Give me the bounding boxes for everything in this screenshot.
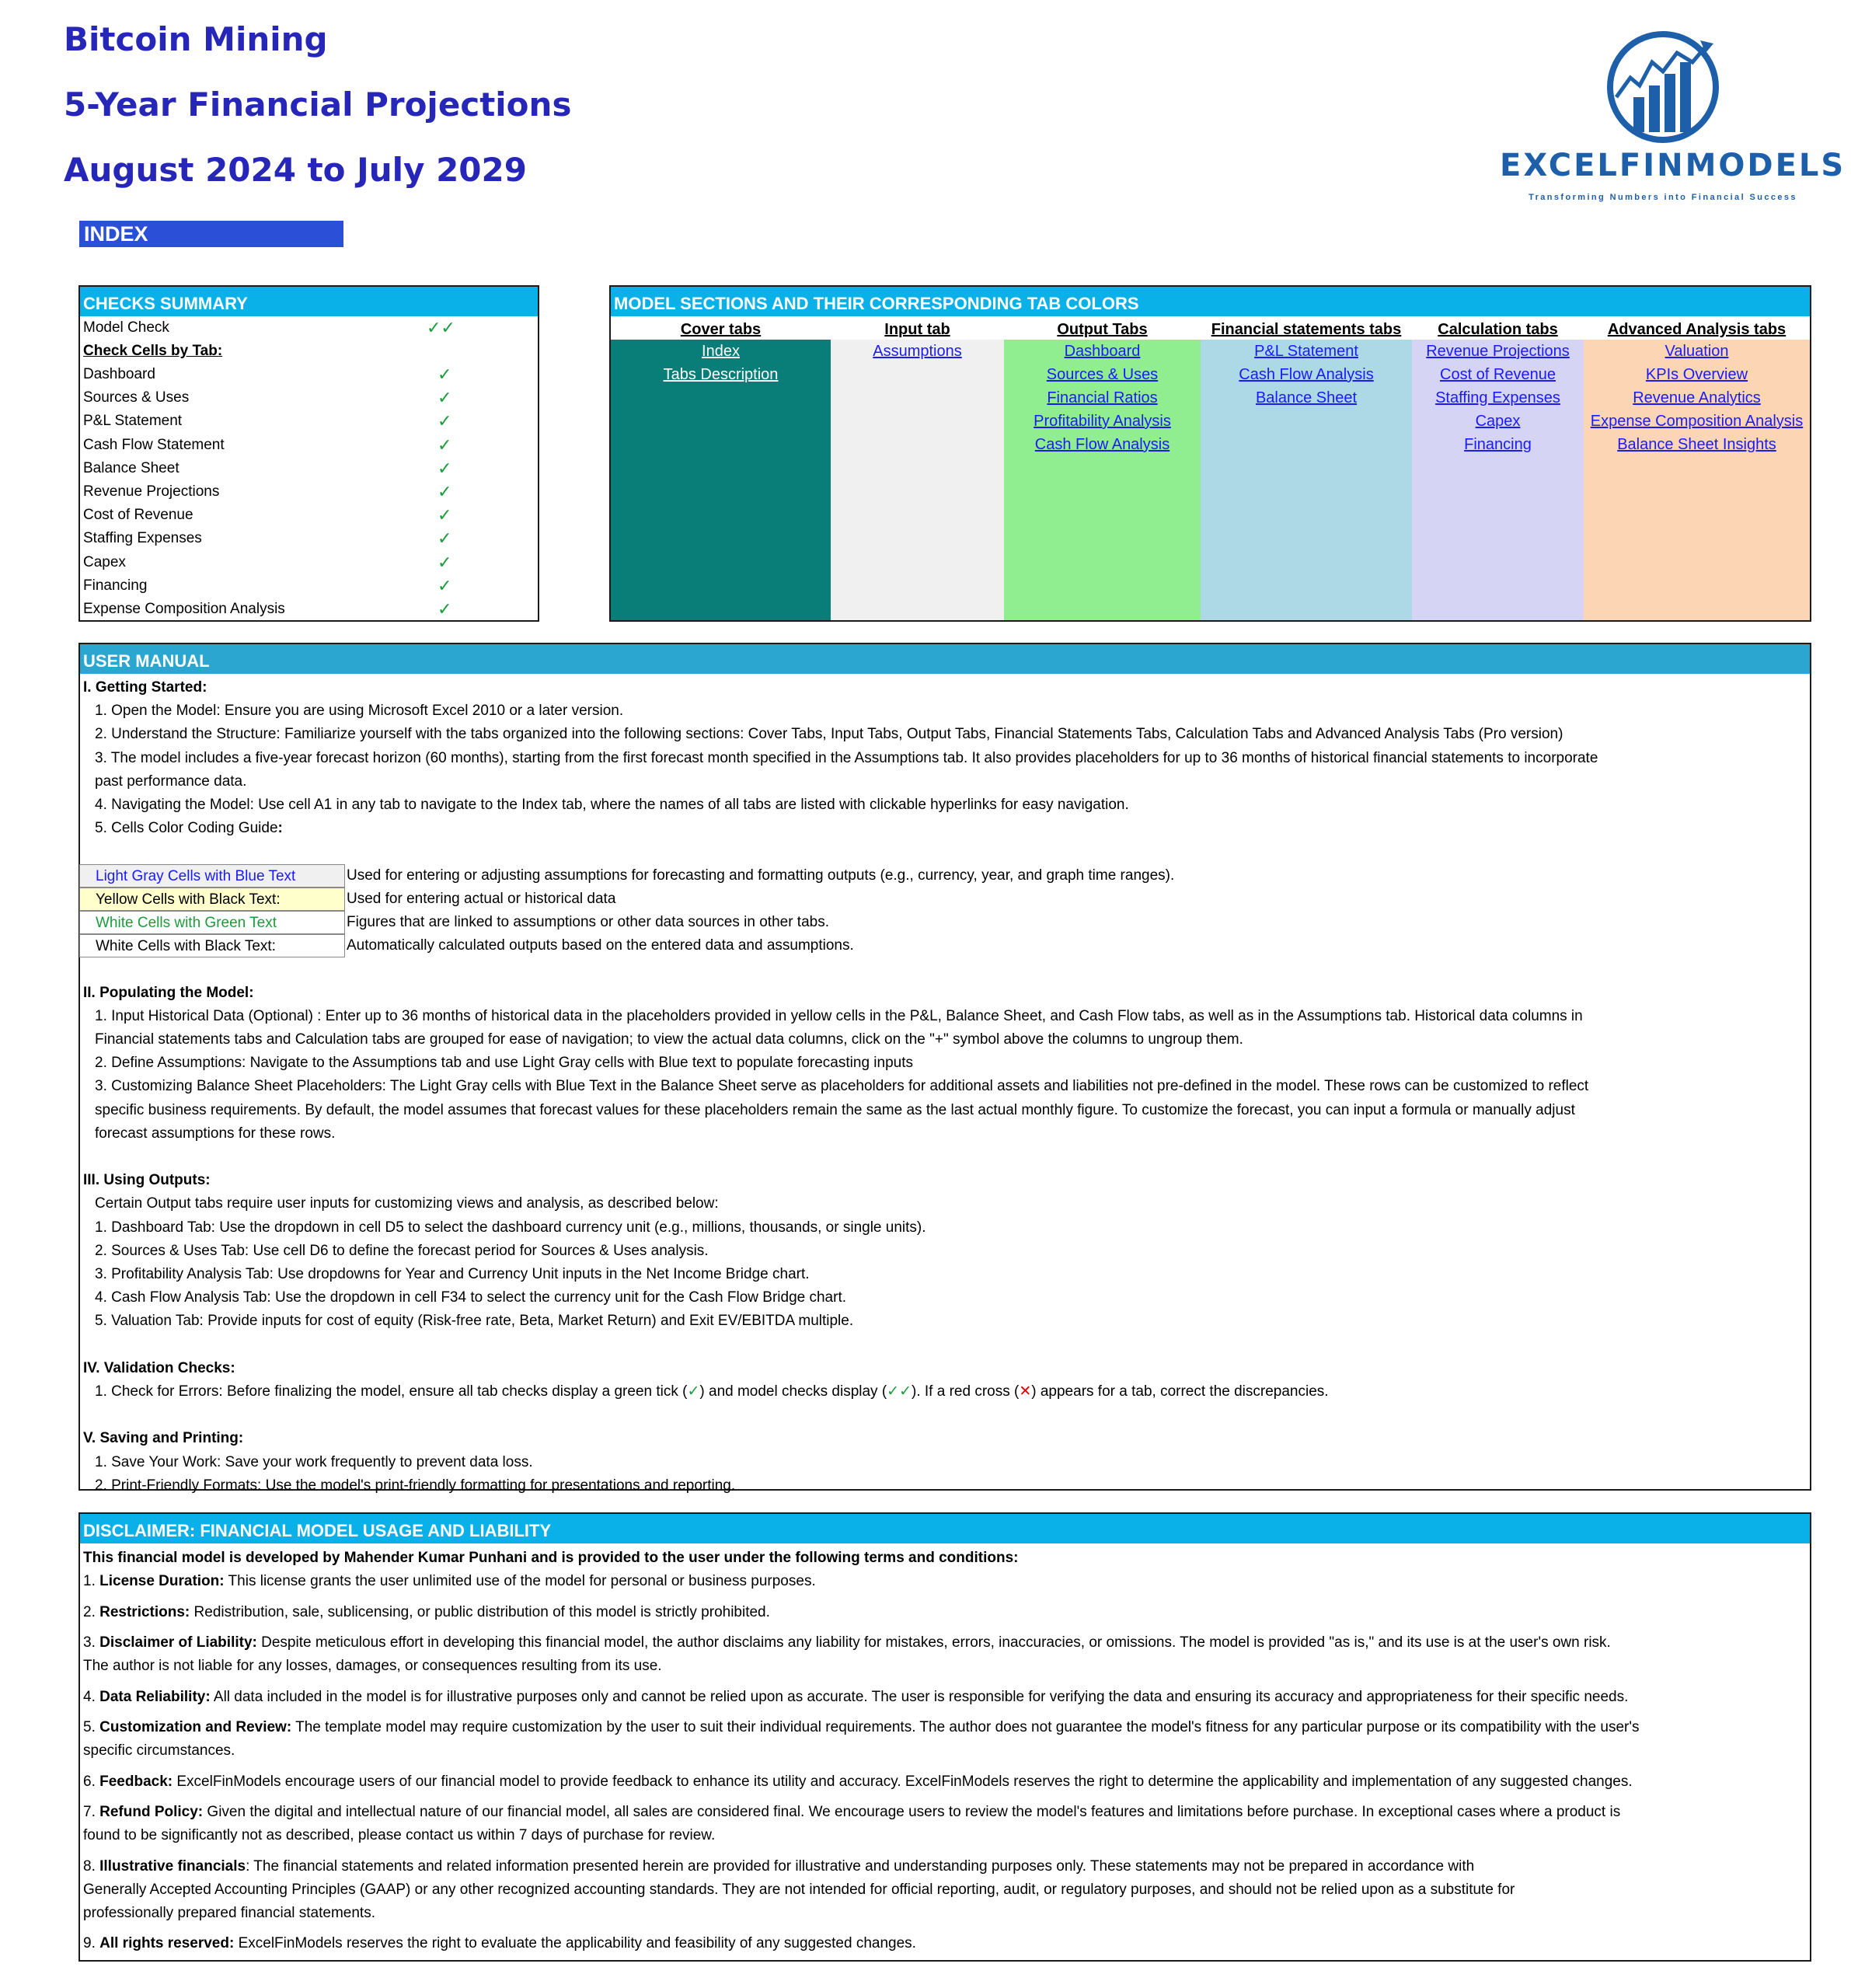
disclaimer-line xyxy=(83,1770,1633,1794)
model-title: Bitcoin Mining xyxy=(64,20,328,58)
disclaimer-text: ExcelFinModels encourage users of our financial model to provide feedback to enhance its utility and accuracy. ExcelFinModels reserves the right to determine the applicability and implementation of any suggested changes. xyxy=(173,1773,1633,1790)
disclaimer-text: : The financial statements and related information presented herein are provided for illustrative and understanding purposes only. These statements may not be prepared in accordance with xyxy=(246,1857,1475,1875)
color-legend-desc: Automatically calculated outputs based on the entered data and assumptions. xyxy=(347,937,854,954)
disclaimer-intro: This financial model is developed by Mahender Kumar Punhani and is provided to the user under the following terms and conditions: xyxy=(83,1550,1019,1566)
color-legend-cell: White Cells with Green Text xyxy=(79,911,345,934)
disclaimer-key: All rights reserved: xyxy=(99,1935,235,1951)
disclaimer-key: Disclaimer of Liability: xyxy=(99,1634,257,1651)
logo-name: EXCELFINMODELS xyxy=(1500,148,1846,183)
disclaimer-line xyxy=(83,1631,1611,1655)
manual-text: : xyxy=(277,820,283,837)
section-column-links xyxy=(1412,340,1584,620)
disclaimer-key: License Duration: xyxy=(99,1573,225,1589)
disclaimer-number: 2. xyxy=(83,1603,100,1620)
check-row-label: Revenue Projections xyxy=(83,483,220,500)
tab-link[interactable]: Balance Sheet xyxy=(1255,389,1358,406)
section-heading: I. Getting Started: xyxy=(83,679,207,696)
check-tick-icon: ✓ xyxy=(437,388,452,408)
manual-line: 3. The model includes a five-year forecast horizon (60 months), starting from the first forecast month specified in the Assumptions tab. It also provides placeholders for up to 36 months of historical financial statements to incorporate xyxy=(95,749,1598,766)
manual-line xyxy=(95,1380,1329,1404)
section-column-links xyxy=(1201,340,1412,620)
check-tick-icon: ✓ xyxy=(437,482,452,501)
disclaimer-text: professionally prepared financial statements. xyxy=(83,1904,375,1921)
manual-text: 1. Check for Errors: Before finalizing the model, ensure all tab checks display a green tick ( xyxy=(95,1383,688,1400)
color-legend-desc: Used for entering actual or historical data xyxy=(347,890,616,907)
section-column-links xyxy=(611,340,831,620)
manual-line xyxy=(95,817,283,840)
disclaimer-number: 4. xyxy=(83,1688,100,1705)
manual-line: 3. Customizing Balance Sheet Placeholders: The Light Gray cells with Blue Text in the Balance Sheet serve as placeholders for additional assets and liabilities not pre-defined in the model. These rows can be customized to reflect xyxy=(95,1078,1589,1095)
disclaimer-line xyxy=(83,1801,1620,1824)
disclaimer-text: found to be significantly not as described, please contact us within 7 days of purchase for review. xyxy=(83,1827,716,1843)
manual-line: specific business requirements. By default, the model assumes that forecast values for these placeholders remain the same as the last actual monthly figure. To customize the forecast, you can input a formula or manually adjust xyxy=(95,1101,1575,1118)
disclaimer-line xyxy=(83,1716,1639,1739)
manual-line: 1. Input Historical Data (Optional) : Enter up to 36 months of historical data in the placeholders provided in yellow cells in the P&L, Balance Sheet, and Cash Flow tabs, as well as in the Assumptions tab. Historical data columns in xyxy=(95,1007,1583,1024)
disclaimer-text: ExcelFinModels reserves the right to evaluate the applicability and feasibility of any suggested changes. xyxy=(234,1935,916,1951)
tab-link[interactable]: Financial Ratios xyxy=(1047,389,1158,406)
disclaimer-key: Feedback: xyxy=(99,1773,173,1790)
section-column-header: Cover tabs xyxy=(611,316,831,340)
disclaimer-line xyxy=(83,1739,235,1763)
check-tick-icon: ✓ xyxy=(437,364,452,384)
color-legend-desc: Used for entering or adjusting assumptions for forecasting and formatting outputs (e.g., currency, year, and graph time ranges). xyxy=(347,867,1175,884)
tab-link[interactable]: Revenue Projections xyxy=(1426,343,1570,360)
disclaimer-text: This license grants the user unlimited use of the model for personal or business purposes. xyxy=(224,1573,816,1589)
color-legend-cell: Light Gray Cells with Blue Text xyxy=(79,864,345,888)
section-column-header: Output Tabs xyxy=(1004,316,1201,340)
model-check-icon: ✓✓ xyxy=(427,318,455,337)
tab-link[interactable]: KPIs Overview xyxy=(1645,366,1748,383)
section-heading: V. Saving and Printing: xyxy=(83,1430,244,1447)
double-tick-icon: ✓✓ xyxy=(887,1383,912,1400)
manual-line: 1. Open the Model: Ensure you are using Microsoft Excel 2010 or a later version. xyxy=(95,703,624,720)
section-column-header: Input tab xyxy=(831,316,1004,340)
disclaimer-key: Restrictions: xyxy=(99,1603,190,1620)
check-tick-icon: ✓ xyxy=(437,505,452,525)
model-sections-panel xyxy=(609,285,1811,622)
manual-text: 5. Cells Color Coding Guide xyxy=(95,820,278,837)
manual-line: 1. Save Your Work: Save your work frequently to prevent data loss. xyxy=(95,1453,533,1470)
logo-chart-icon xyxy=(1500,23,1826,148)
disclaimer-number: 3. xyxy=(83,1634,100,1651)
section-column xyxy=(1412,316,1584,620)
manual-line: past performance data. xyxy=(95,773,247,790)
tab-link[interactable]: Cash Flow Analysis xyxy=(1034,436,1170,453)
disclaimer-text: All data included in the model is for illustrative purposes only and cannot be relied upon as accurate. The user is responsible for verifying the data and ensuring its accuracy and appropriateness for their specific needs. xyxy=(210,1688,1629,1705)
check-tick-icon: ✓ xyxy=(437,528,452,549)
model-sections-title: MODEL SECTIONS AND THEIR CORRESPONDING TAB COLORS xyxy=(611,287,1810,316)
tab-link[interactable]: Tabs Description xyxy=(663,366,779,383)
tab-link[interactable]: Valuation xyxy=(1665,343,1729,360)
tab-link[interactable]: Expense Composition Analysis xyxy=(1590,413,1804,430)
logo-tagline: Transforming Numbers into Financial Success xyxy=(1529,193,1797,202)
disclaimer-text: The author is not liable for any losses, damages, or consequences resulting from its use. xyxy=(83,1658,662,1674)
section-column-header: Financial statements tabs xyxy=(1201,316,1412,340)
section-column xyxy=(1584,316,1810,620)
tab-link[interactable]: Cash Flow Analysis xyxy=(1239,366,1374,383)
excelfinmodels-logo xyxy=(1500,23,1846,214)
check-row-label: Sources & Uses xyxy=(83,389,190,406)
disclaimer-text: Despite meticulous effort in developing this financial model, the author disclaims any liability for mistakes, errors, inaccuracies, or omissions. The model is provided "as is," and its use is at the user's own risk. xyxy=(256,1634,1611,1651)
manual-line: 3. Profitability Analysis Tab: Use dropdowns for Year and Currency Unit inputs in the Net Income Bridge chart. xyxy=(95,1266,810,1282)
disclaimer-text: Redistribution, sale, sublicensing, or public distribution of this model is strictly prohibited. xyxy=(190,1603,770,1620)
red-cross-icon: ✕ xyxy=(1019,1383,1032,1400)
manual-line: 5. Valuation Tab: Provide inputs for cost of equity (Risk-free rate, Beta, Market Return) and Exit EV/EBITDA multiple. xyxy=(95,1313,854,1330)
disclaimer-number: 1. xyxy=(83,1573,100,1589)
section-heading: II. Populating the Model: xyxy=(83,984,254,1001)
disclaimer-number: 9. xyxy=(83,1935,100,1951)
manual-text: ) and model checks display ( xyxy=(699,1383,887,1400)
tab-link[interactable]: Profitability Analysis xyxy=(1034,413,1171,430)
check-tick-icon: ✓ xyxy=(437,552,452,572)
check-row-label: Balance Sheet xyxy=(83,459,180,476)
tab-link[interactable]: Dashboard xyxy=(1064,343,1141,360)
check-row-label: Cost of Revenue xyxy=(83,507,193,524)
section-column xyxy=(611,316,831,620)
tab-link[interactable]: P&L Statement xyxy=(1254,343,1358,360)
disclaimer-number: 6. xyxy=(83,1773,100,1790)
manual-line: 2. Define Assumptions: Navigate to the Assumptions tab and use Light Gray cells with Blue text to populate forecasting inputs xyxy=(95,1055,913,1072)
disclaimer-text: Generally Accepted Accounting Principles (GAAP) or any other recognized accounting standards. They are not intended for official reporting, audit, or regulatory purposes, and should not be relied upon as a substitute for xyxy=(83,1881,1515,1898)
tab-link[interactable]: Staffing Expenses xyxy=(1435,389,1560,406)
tab-link[interactable]: Balance Sheet Insights xyxy=(1617,436,1776,453)
disclaimer-key: Customization and Review: xyxy=(99,1719,292,1735)
disclaimer-line xyxy=(83,1878,1515,1902)
check-tick-icon: ✓ xyxy=(437,458,452,478)
check-tick-icon: ✓ xyxy=(437,411,452,431)
tab-link[interactable]: Sources & Uses xyxy=(1046,366,1159,383)
disclaimer-line xyxy=(83,1902,375,1925)
tab-link[interactable]: Cost of Revenue xyxy=(1440,366,1556,383)
check-row-label: Dashboard xyxy=(83,366,155,382)
section-column-header: Advanced Analysis tabs xyxy=(1584,316,1810,340)
disclaimer-key: Illustrative financials xyxy=(99,1857,246,1875)
model-check-label: Model Check xyxy=(83,319,169,336)
model-subtitle: 5-Year Financial Projections xyxy=(64,85,572,124)
disclaimer-line xyxy=(83,1686,1628,1709)
section-column-links xyxy=(831,340,1004,620)
section-column-links xyxy=(1584,340,1810,620)
check-tick-icon: ✓ xyxy=(437,599,452,619)
disclaimer-line xyxy=(83,1655,662,1678)
green-tick-icon: ✓ xyxy=(687,1383,700,1400)
check-row-label: Staffing Expenses xyxy=(83,530,202,547)
disclaimer-line xyxy=(83,1824,715,1847)
disclaimer-line xyxy=(83,1932,916,1955)
checks-summary-title: CHECKS SUMMARY xyxy=(80,287,538,316)
model-period: August 2024 to July 2029 xyxy=(64,151,527,189)
check-tick-icon: ✓ xyxy=(437,575,452,595)
manual-line: 4. Cash Flow Analysis Tab: Use the dropdown in cell F34 to select the currency unit for the Cash Flow Bridge chart. xyxy=(95,1289,847,1306)
color-legend-desc: Figures that are linked to assumptions or other data sources in other tabs. xyxy=(347,914,829,930)
check-by-tab-label: Check Cells by Tab: xyxy=(83,343,223,359)
section-heading: III. Using Outputs: xyxy=(83,1172,211,1189)
disclaimer-text: Given the digital and intellectual nature of our financial model, all sales are considered final. We encourage users to review the model's features and limitations before purchase. In exceptional cases where a product is xyxy=(203,1804,1621,1820)
manual-line: Certain Output tabs require user inputs for customizing views and analysis, as described below: xyxy=(95,1195,719,1212)
disclaimer-title: DISCLAIMER: FINANCIAL MODEL USAGE AND LIABILITY xyxy=(80,1514,1810,1543)
check-tick-icon: ✓ xyxy=(437,434,452,455)
section-column-header: Calculation tabs xyxy=(1412,316,1584,340)
disclaimer-number: 8. xyxy=(83,1857,100,1875)
section-column xyxy=(1004,316,1201,620)
section-column xyxy=(1201,316,1412,620)
manual-line: 2. Understand the Structure: Familiarize yourself with the tabs organized into the following sections: Cover Tabs, Input Tabs, Output Tabs, Financial Statements Tabs, Calculation Tabs and Advanced Analysis Tabs (Pro version) xyxy=(95,726,1563,743)
manual-line: 4. Navigating the Model: Use cell A1 in any tab to navigate to the Index tab, where the names of all tabs are listed with clickable hyperlinks for easy navigation. xyxy=(95,797,1129,813)
tab-link[interactable]: Index xyxy=(702,343,740,360)
check-row-label: P&L Statement xyxy=(83,413,183,430)
index-button[interactable]: INDEX xyxy=(79,221,343,247)
check-row-label: Expense Composition Analysis xyxy=(83,601,285,617)
manual-text: ). If a red cross ( xyxy=(912,1383,1020,1400)
check-row-label: Financing xyxy=(83,577,148,594)
color-legend-cell: Yellow Cells with Black Text: xyxy=(79,888,345,911)
manual-line: 2. Sources & Uses Tab: Use cell D6 to define the forecast period for Sources & Uses analysis. xyxy=(95,1242,709,1259)
check-row-label: Capex xyxy=(83,553,126,570)
manual-line: Financial statements tabs and Calculation tabs are grouped for ease of navigation; to view the actual data columns, click on the "+" symbol above the columns to ungroup them. xyxy=(95,1031,1243,1048)
user-manual-title: USER MANUAL xyxy=(80,644,1810,674)
manual-line: 1. Dashboard Tab: Use the dropdown in cell D5 to select the dashboard currency unit (e.g., millions, thousands, or single units). xyxy=(95,1219,926,1236)
disclaimer-number: 5. xyxy=(83,1719,100,1735)
tab-link[interactable]: Assumptions xyxy=(873,343,962,360)
disclaimer-text: specific circumstances. xyxy=(83,1742,235,1759)
tab-link[interactable]: Capex xyxy=(1475,413,1521,430)
manual-line: 2. Print-Friendly Formats: Use the model's print-friendly formatting for presentations and reporting. xyxy=(95,1477,736,1494)
section-heading: IV. Validation Checks: xyxy=(83,1359,235,1376)
disclaimer-key: Data Reliability: xyxy=(99,1688,211,1705)
disclaimer-line xyxy=(83,1855,1474,1878)
disclaimer-number: 7. xyxy=(83,1804,100,1820)
tab-link[interactable]: Financing xyxy=(1464,436,1532,453)
disclaimer-line xyxy=(83,1570,816,1593)
disclaimer-key: Refund Policy: xyxy=(99,1804,204,1820)
check-row-label: Cash Flow Statement xyxy=(83,436,225,453)
section-column-links xyxy=(1004,340,1201,620)
color-legend-cell: White Cells with Black Text: xyxy=(79,934,345,957)
tab-link[interactable]: Revenue Analytics xyxy=(1633,389,1761,406)
disclaimer-text: The template model may require customization by the user to suit their individual requirements. The author does not guarantee the model's fitness for any particular purpose or its compatibility with the user's xyxy=(291,1719,1640,1735)
manual-line: forecast assumptions for these rows. xyxy=(95,1125,336,1142)
checks-summary-panel xyxy=(78,285,539,622)
disclaimer-line xyxy=(83,1601,770,1624)
manual-text: ) appears for a tab, correct the discrepancies. xyxy=(1031,1383,1329,1400)
section-column xyxy=(831,316,1004,620)
